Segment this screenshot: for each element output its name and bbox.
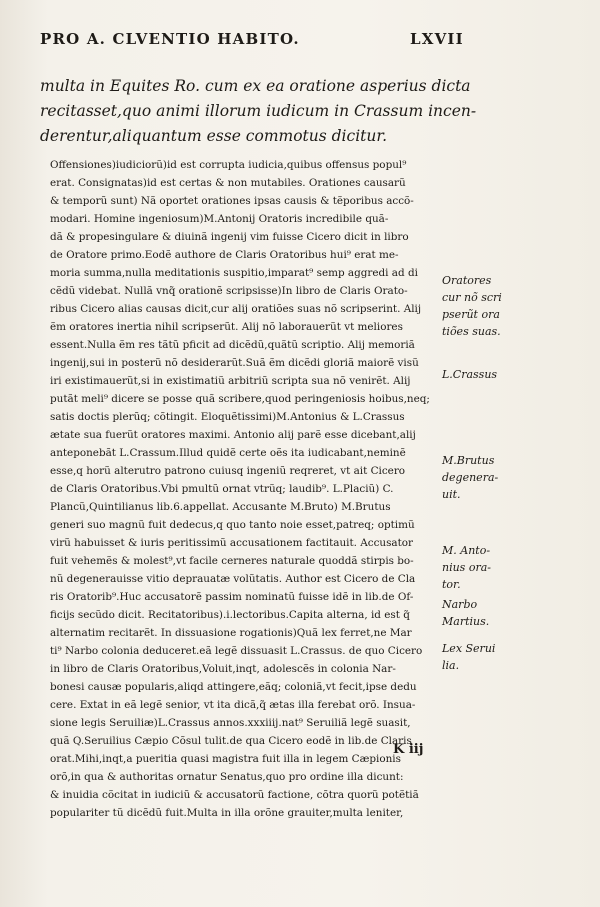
text-line: Offensiones)iudiciorũ)id est corrupta iudicia,quibus offensus popul⁹ <box>50 159 407 171</box>
text-line: anteponebãt L.Crassum.Illud quidẽ certe oẽs ita iudicabant,neminẽ <box>50 447 406 459</box>
text-line: ẽm oratores inertia nihil scripserũt. Alij nõ laborauerũt vt meliores <box>50 321 403 333</box>
text-line: ti⁹ Narbo colonia deduceret.eã legẽ dissuasit L.Crassus. de quo Cicero <box>50 645 423 657</box>
text-line: moria summa,nulla meditationis suspitio,imparat⁹ semp aggredi ad di <box>50 267 418 279</box>
margin-note-line: uit. <box>442 488 461 501</box>
lead-line: derentur,aliquantum esse commotus dicitur. <box>40 127 388 145</box>
text-line: ribus Cicero alias causas dicit,cur alij oratiões suas nõ scripserint. Alij <box>50 303 422 315</box>
text-line: cẽdũ videbat. Nullã vnq̃ orationẽ scripsisse)In libro de Claris Orato- <box>50 285 408 297</box>
text-line: de Oratore primo.Eodẽ authore de Claris Oratoribus hui⁹ erat me- <box>50 249 399 261</box>
text-line: virũ habuisset & iuris peritissimũ accusationem factitauit. Accusator <box>50 537 414 549</box>
text-line: bonesi causæ popularis,aliqd attingere,eãq; coloniã,vt fecit,ipse dedu <box>50 681 417 693</box>
text-line: iri existimauerũt,si in existimatiũ arbitriũ scripta sua nõ venirẽt. Alij <box>50 375 411 387</box>
text-line: dã & propesingulare & diuinã ingenij vim fuisse Cicero dicit in libro <box>50 231 409 243</box>
text-line: fuit vehemẽs & molest⁹,vt facile cerneres naturale quoddã stirpis bo- <box>50 555 414 567</box>
margin-note-narbo <box>442 596 512 630</box>
text-line: & inuidia cõcitat in iudiciũ & accusatorũ factione, cõtra quorũ potẽtiã <box>50 789 419 801</box>
margin-note-line: degenera- <box>442 471 499 484</box>
text-line: ætate sua fuerũt oratores maximi. Antonio alij parẽ esse dicebant,alij <box>50 429 416 441</box>
margin-note-line: Oratores <box>442 274 492 287</box>
margin-note-line: pserũt ora <box>442 308 500 321</box>
margin-note-line: nius ora- <box>442 561 491 574</box>
text-line: satis doctis plerũq; cõtingit. Eloquẽtissimi)M.Antonius & L.Crassus <box>50 411 405 423</box>
text-line: essent.Nulla ẽm res tãtũ pficit ad dicẽdũ,quãtũ scriptio. Alij memoriã <box>50 339 415 351</box>
page-header <box>40 30 580 54</box>
text-line: quã Q.Seruilius Cæpio Cõsul tulit.de qua Cicero eodẽ in lib.de Claris <box>50 735 412 747</box>
margin-note-lex-seruilia <box>442 640 512 674</box>
margin-note-line: Lex Serui <box>442 642 496 655</box>
text-line: erat. Consignatas)id est certas & non mutabiles. Orationes causarũ <box>50 177 406 189</box>
text-line: alternatim recitarẽt. In dissuasione rogationis)Quã lex ferret,ne Mar <box>50 627 412 639</box>
margin-note-m-brutus <box>442 452 512 503</box>
folio-number: LXVII <box>410 30 464 48</box>
text-line: de Claris Oratoribus.Vbi pmultũ ornat vtrũq; laudib⁹. L.Placiũ) C. <box>50 483 394 495</box>
margin-note-m-antonius <box>442 542 512 593</box>
margin-note-line: tor. <box>442 578 461 591</box>
text-line: Plancũ,Quintilianus lib.6.appellat. Accusante M.Bruto) M.Brutus <box>50 501 391 513</box>
text-line: ficijs secũdo dicit. Recitatoribus).i.lectoribus.Capita alterna, id est q̃ <box>50 609 410 621</box>
running-title: PRO A. CLVENTIO HABITO. <box>40 30 300 48</box>
text-line: ingenij,sui in posterũ nõ desiderarũt.Suã ẽm dicẽdi gloriã maiorẽ visũ <box>50 357 419 369</box>
lead-line: recitasset,quo animi illorum iudicum in Crassum incen- <box>40 102 477 120</box>
margin-note-line: tiões suas. <box>442 325 501 338</box>
text-line: modari. Homine ingeniosum)M.Antonij Oratoris incredibile quã- <box>50 213 389 225</box>
text-line: populariter tũ dicẽdũ fuit.Multa in illa orõne grauiter,multa leniter, <box>50 807 404 819</box>
margin-note-l-crassus <box>442 366 512 383</box>
lead-text <box>40 74 477 149</box>
text-line: orõ,in qua & authoritas ornatur Senatus,quo pro ordine illa dicunt: <box>50 771 404 783</box>
text-line: & temporũ sunt) Nã oportet orationes ipsas causis & tẽporibus accõ- <box>50 195 414 207</box>
margin-note-line: Martius. <box>442 615 490 628</box>
margin-note-line: L.Crassus <box>442 368 498 381</box>
signature-mark: K iij <box>393 742 424 757</box>
margin-note-line: cur nõ scri <box>442 291 502 304</box>
text-line: generi suo magnũ fuit dedecus,q quo tanto noie esset,patreq; optimũ <box>50 519 415 531</box>
commentary-text <box>50 156 440 822</box>
margin-note-line: lia. <box>442 659 460 672</box>
text-line: in libro de Claris Oratoribus,Voluit,inqt, adolescẽs in colonia Nar- <box>50 663 396 675</box>
text-line: ris Oratorib⁹.Huc accusatorẽ passim nominatũ fuisse idẽ in lib.de Of- <box>50 591 414 603</box>
margin-note-line: M.Brutus <box>442 454 495 467</box>
text-line: esse,q horũ alterutro patrono cuiusq ingeniũ reqreret, vt ait Cicero <box>50 465 406 477</box>
text-line: sione legis Seruiliæ)L.Crassus annos.xxxiiij.nat⁹ Seruiliã legẽ suasit, <box>50 717 411 729</box>
text-line: putãt meli⁹ dicere se posse quã scribere,quod peringeniosis hoibus,neq; <box>50 393 430 405</box>
margin-note-oratores <box>442 272 512 340</box>
margin-note-line: M. Anto- <box>442 544 491 557</box>
text-line: nũ degenerauisse vitio deprauatæ volũtatis. Author est Cicero de Cla <box>50 573 416 585</box>
lead-line: multa in Equites Ro. cum ex ea oratione asperius dicta <box>40 77 471 95</box>
text-line: cere. Extat in eã legẽ senior, vt ita dicã,q̃ ætas illa ferebat orõ. Insua- <box>50 699 416 711</box>
margin-note-line: Narbo <box>442 598 478 611</box>
text-line: orat.Mihi,inqt,a pueritia quasi magistra fuit illa in legem Cæpionis <box>50 753 401 765</box>
